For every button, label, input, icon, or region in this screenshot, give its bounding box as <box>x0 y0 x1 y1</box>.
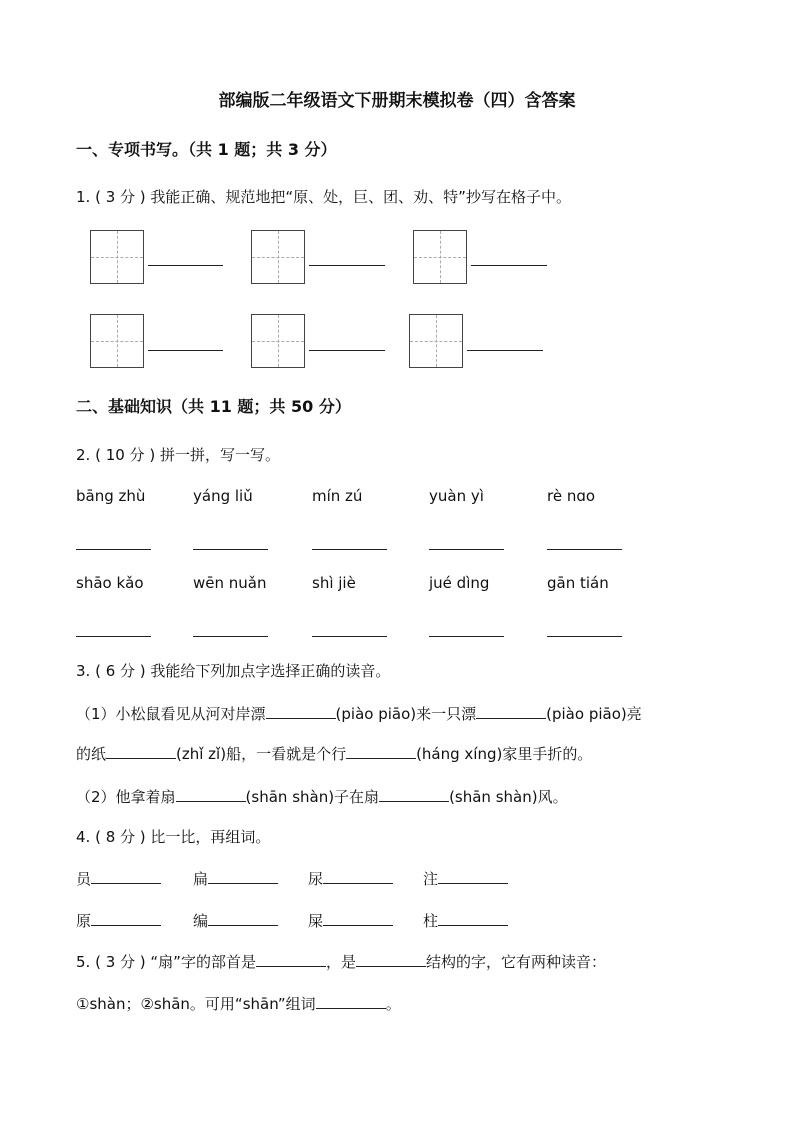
writing-grid-box[interactable] <box>251 230 305 284</box>
compare-item <box>193 868 278 889</box>
answer-line[interactable] <box>76 549 151 550</box>
pinyin-item: yuàn yì <box>429 487 484 505</box>
compare-item <box>308 868 393 889</box>
question-3-part-1-line-1 <box>76 703 642 724</box>
answer-line[interactable] <box>148 350 223 351</box>
question-1: 1. ( 3 分 ) 我能正确、规范地把“原、处，巨、团、劝、特”抄写在格子中。 <box>76 188 571 206</box>
writing-grid-box[interactable] <box>413 230 467 284</box>
answer-line[interactable] <box>429 636 504 637</box>
pinyin-item: shì jiè <box>312 574 356 592</box>
answer-line[interactable] <box>547 636 622 637</box>
answer-blank[interactable] <box>438 911 508 926</box>
compare-char: 尿 <box>308 870 324 888</box>
q3-1-text-d: 的纸 <box>76 745 107 763</box>
writing-grid-box[interactable] <box>251 314 305 368</box>
answer-blank[interactable] <box>208 911 278 926</box>
pinyin-item: wēn nuǎn <box>193 574 267 592</box>
answer-blank[interactable] <box>266 704 336 719</box>
answer-line[interactable] <box>312 549 387 550</box>
answer-line[interactable] <box>471 265 547 266</box>
q3-1-text-f: (háng xíng)家里手折的。 <box>416 745 593 763</box>
answer-line[interactable] <box>312 636 387 637</box>
q3-1-text-c: (piào piāo)亮 <box>546 705 642 723</box>
answer-blank[interactable] <box>91 869 161 884</box>
q3-2-text-c: (shān shàn)风。 <box>449 788 568 806</box>
q5-text-d: ①shàn；②shān。可用“shān”组词 <box>76 995 316 1013</box>
answer-blank[interactable] <box>323 911 393 926</box>
answer-line[interactable] <box>309 350 385 351</box>
compare-item <box>76 868 161 889</box>
answer-blank[interactable] <box>323 869 393 884</box>
section-2-heading: 二、基础知识（共 11 题；共 50 分） <box>76 397 351 416</box>
answer-blank[interactable] <box>106 744 176 759</box>
q5-text-a: 5. ( 3 分 ) “扇”字的部首是 <box>76 953 256 971</box>
question-3-part-1-line-2 <box>76 743 592 764</box>
question-3-part-2 <box>76 786 568 807</box>
question-3: 3. ( 6 分 ) 我能给下列加点字选择正确的读音。 <box>76 662 391 680</box>
question-5-line-2 <box>76 993 401 1014</box>
answer-blank[interactable] <box>476 704 546 719</box>
q3-1-text-e: (zhǐ zǐ)船，一看就是个行 <box>176 745 347 763</box>
compare-char: 员 <box>76 870 92 888</box>
answer-blank[interactable] <box>438 869 508 884</box>
pinyin-item: mín zú <box>312 487 363 505</box>
answer-blank[interactable] <box>176 787 246 802</box>
q5-text-b: ，是 <box>325 953 356 971</box>
compare-char: 原 <box>76 912 92 930</box>
answer-blank[interactable] <box>356 952 426 967</box>
compare-char: 注 <box>423 870 439 888</box>
compare-char: 屎 <box>308 912 324 930</box>
answer-line[interactable] <box>76 636 151 637</box>
compare-char: 柱 <box>423 912 439 930</box>
compare-item <box>423 868 508 889</box>
answer-blank[interactable] <box>346 744 416 759</box>
question-2: 2. ( 10 分 ) 拼一拼，写一写。 <box>76 446 280 464</box>
question-4: 4. ( 8 分 ) 比一比，再组词。 <box>76 828 271 846</box>
compare-char: 编 <box>193 912 209 930</box>
q3-1-text-b: (piào piāo)来一只漂 <box>335 705 477 723</box>
pinyin-item: shāo kǎo <box>76 574 144 592</box>
answer-line[interactable] <box>467 350 543 351</box>
answer-line[interactable] <box>148 265 223 266</box>
pinyin-item: rè nɑo <box>547 487 596 505</box>
q3-2-text-b: (shān shàn)子在扇 <box>245 788 380 806</box>
compare-item <box>193 910 278 931</box>
q5-text-c: 结构的字，它有两种读音： <box>425 953 606 971</box>
answer-line[interactable] <box>309 265 385 266</box>
question-5-line-1 <box>76 951 606 972</box>
page-title: 部编版二年级语文下册期末模拟卷（四）含答案 <box>218 91 576 111</box>
q3-2-text-a: （2）他拿着扇 <box>76 788 176 806</box>
pinyin-item: jué dìng <box>429 574 490 592</box>
answer-line[interactable] <box>429 549 504 550</box>
compare-item <box>76 910 161 931</box>
section-1-heading: 一、专项书写。（共 1 题；共 3 分） <box>76 140 337 159</box>
answer-line[interactable] <box>547 549 622 550</box>
answer-blank[interactable] <box>91 911 161 926</box>
answer-blank[interactable] <box>316 994 386 1009</box>
pinyin-item: gān tián <box>547 574 609 592</box>
answer-blank[interactable] <box>256 952 326 967</box>
answer-blank[interactable] <box>208 869 278 884</box>
answer-line[interactable] <box>193 549 268 550</box>
compare-item <box>423 910 508 931</box>
answer-line[interactable] <box>193 636 268 637</box>
q3-1-text-a: （1）小松鼠看见从河对岸漂 <box>76 705 266 723</box>
compare-char: 扁 <box>193 870 209 888</box>
writing-grid-box[interactable] <box>409 314 463 368</box>
answer-blank[interactable] <box>379 787 449 802</box>
pinyin-item: yáng liǔ <box>193 487 253 505</box>
writing-grid-box[interactable] <box>90 230 144 284</box>
writing-grid-box[interactable] <box>90 314 144 368</box>
pinyin-item: bāng zhù <box>76 487 146 505</box>
q5-text-e: 。 <box>385 995 401 1013</box>
compare-item <box>308 910 393 931</box>
